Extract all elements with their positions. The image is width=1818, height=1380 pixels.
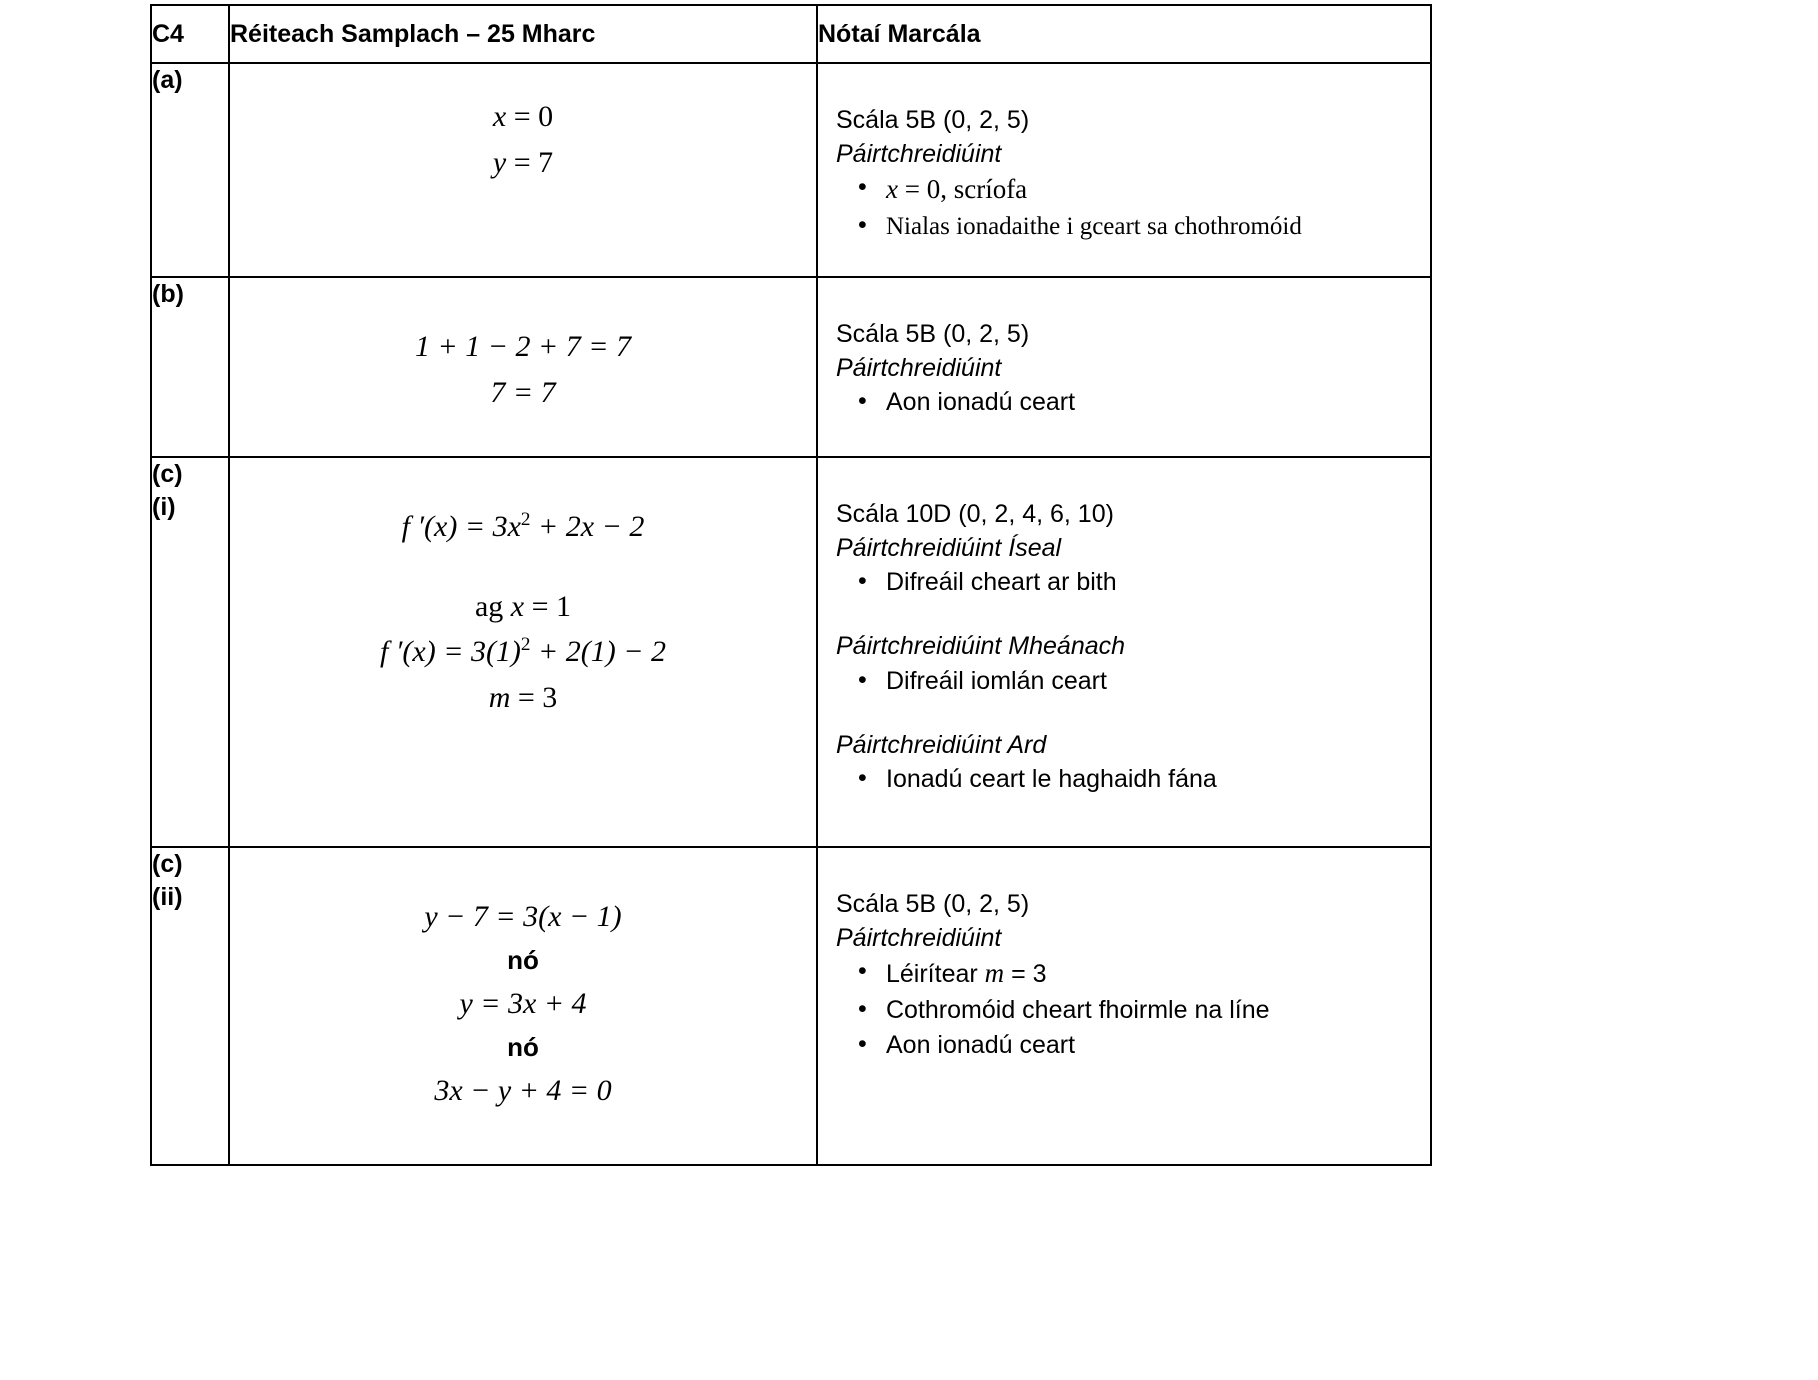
row-label-c-ii: [151, 847, 229, 1165]
row-label-b: [151, 277, 229, 457]
solution-line-ci-3: [290, 629, 756, 675]
bullet-cii-1-pre: Léirítear: [886, 960, 985, 988]
list-item: • Aon ionadú ceart: [884, 1028, 1420, 1063]
solution-cell-a: [229, 63, 817, 277]
row-label-c-ii-main: (c): [152, 850, 183, 878]
notes-bullets-c-ii: [836, 955, 1420, 1063]
table-row-c-ii: [151, 847, 1431, 1165]
math-word-ag: ag: [474, 589, 511, 623]
notes-cell-c-i: [817, 457, 1431, 847]
math-rhs: = 0: [513, 100, 554, 133]
credit-heading-low: Páirtchreidiúint Íseal: [836, 533, 1062, 562]
credit-heading-a: Páirtchreidiúint: [836, 139, 1002, 168]
math-rhs: = 7: [513, 145, 554, 179]
solution-line-ci-1: [290, 504, 756, 550]
solution-cell-b: [229, 277, 817, 457]
list-item: • Ionadú ceart le haghaidh fána: [884, 762, 1420, 797]
list-item: • Aon ionadú ceart: [884, 385, 1420, 420]
list-item: • Nialas ionadaithe i gceart sa chothromóid: [884, 209, 1420, 244]
math-rhs: = 3: [510, 680, 558, 714]
solution-cell-c-i: [229, 457, 817, 847]
notes-bullets-a: [836, 171, 1420, 244]
solution-line-a-2: [290, 140, 756, 186]
list-item: [884, 955, 1420, 993]
math-var-x: x: [886, 174, 898, 204]
solution-line-ci-4: [290, 675, 756, 721]
list-item: • Cothromóid cheart fhoirmle na líne: [884, 993, 1420, 1028]
row-label-a-main: (a): [152, 66, 183, 94]
solution-cell-c-ii: [229, 847, 817, 1165]
header-solution-title: Réiteach Samplach – 25 Mharc: [229, 5, 817, 63]
solution-line-cii-1: y − 7 = 3(x − 1): [424, 900, 622, 933]
table-row-c-i: [151, 457, 1431, 847]
math-var-m: m: [488, 680, 511, 714]
math-derivative-rest: + 2x − 2: [530, 510, 645, 543]
solution-line-b-1: 1 + 1 − 2 + 7 = 7: [415, 330, 631, 363]
notes-bullets-high: [836, 762, 1420, 797]
marking-scheme-table: [150, 4, 1432, 1166]
math-substitution-lhs: f ′(x) = 3(1): [380, 635, 521, 669]
math-derivative-lhs: f ′(x) = 3x: [401, 510, 521, 543]
math-var-x: x: [510, 589, 525, 623]
notes-cell-b: [817, 277, 1431, 457]
math-var-x: x: [492, 100, 507, 133]
row-label-c-i: [151, 457, 229, 847]
header-notes-title: Nótaí Marcála: [817, 5, 1431, 63]
bullet-a-1-rest: = 0, scríofa: [897, 174, 1028, 204]
solution-alt-separator-2: nó: [507, 1031, 539, 1062]
math-exponent: 2: [520, 634, 531, 656]
notes-cell-a: [817, 63, 1431, 277]
solution-alt-separator-1: nó: [507, 944, 539, 975]
solution-line-cii-2: y = 3x + 4: [459, 987, 587, 1021]
notes-bullets-low: [836, 565, 1420, 600]
header-question-label: C4: [151, 5, 229, 63]
math-var-y: y: [492, 145, 507, 179]
table-header-row: [151, 5, 1431, 63]
scale-label-c-i: Scála 10D (0, 2, 4, 6, 10): [836, 500, 1114, 528]
list-item: • Difreáil iomlán ceart: [884, 664, 1420, 699]
row-label-c-ii-sub: (ii): [152, 883, 183, 911]
solution-line-ci-2: [290, 584, 756, 630]
row-label-c-i-sub: (i): [152, 493, 176, 521]
math-rhs: = 1: [524, 589, 572, 623]
notes-bullets-b: [836, 385, 1420, 420]
row-label-b-main: (b): [152, 280, 184, 308]
math-var-m: m: [984, 958, 1005, 988]
table-row-b: [151, 277, 1431, 457]
credit-heading-high: Páirtchreidiúint Ard: [836, 730, 1047, 759]
list-item: [884, 171, 1420, 209]
bullet-cii-1-post: = 3: [1004, 960, 1047, 988]
row-label-c-i-main: (c): [152, 460, 183, 488]
solution-line-cii-3: 3x − y + 4 = 0: [434, 1074, 612, 1108]
notes-cell-c-ii: [817, 847, 1431, 1165]
credit-heading-c-ii: Páirtchreidiúint: [836, 923, 1002, 952]
table-row-a: [151, 63, 1431, 277]
math-exponent: 2: [520, 509, 531, 530]
credit-heading-mid: Páirtchreidiúint Mheánach: [836, 632, 1126, 660]
math-substitution-rest: + 2(1) − 2: [530, 635, 666, 669]
solution-line-b-2: 7 = 7: [490, 375, 556, 409]
solution-line-a-1: [290, 94, 756, 140]
row-label-a: [151, 63, 229, 277]
list-item: • Difreáil cheart ar bith: [884, 565, 1420, 600]
scale-label-a: Scála 5B (0, 2, 5): [836, 106, 1030, 134]
scale-label-c-ii: Scála 5B (0, 2, 5): [836, 890, 1030, 918]
scale-label-b: Scála 5B (0, 2, 5): [836, 320, 1030, 348]
notes-bullets-mid: [836, 664, 1420, 699]
credit-heading-b: Páirtchreidiúint: [836, 353, 1002, 382]
